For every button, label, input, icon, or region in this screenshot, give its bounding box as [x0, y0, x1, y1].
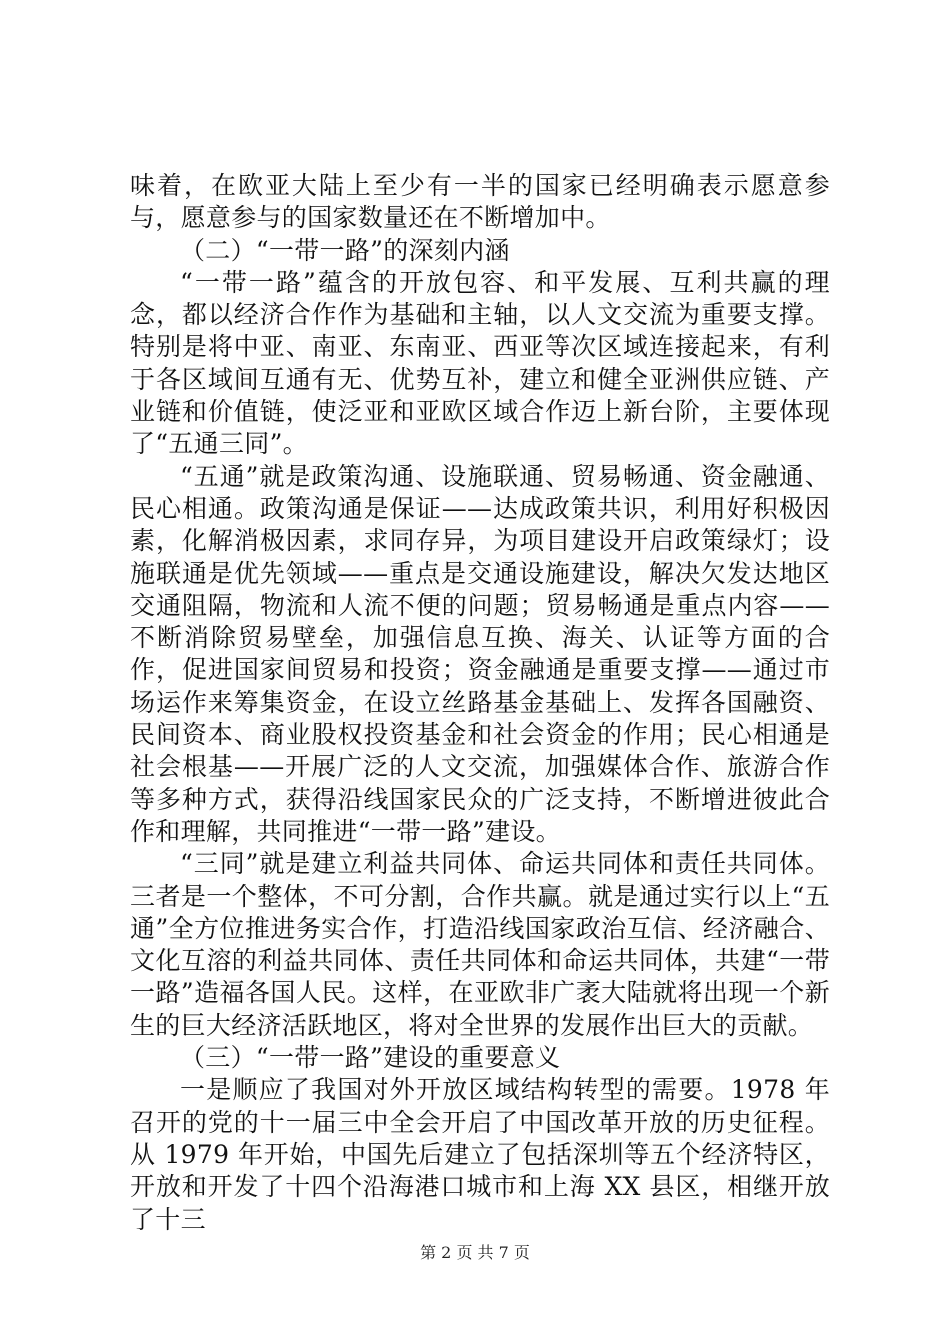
page-footer: 第 2 页 共 7 页 — [420, 1243, 530, 1262]
paragraph-concept: “一带一路”蕴含的开放包容、和平发展、互利共赢的理念，都以经济合作作为基础和主轴，以人文交流为重要支撑。特别是将中亚、南亚、东南亚、西亚等次区域连接起来，有利于各区域间互通有无、优势互补，建立和健全亚洲供应链、产业链和价值链，使泛亚和亚欧区域合作迈上新台阶，主要体现了“五通三同”。 — [130, 267, 830, 459]
section-heading-3: （三）“一带一路”建设的重要意义 — [180, 1043, 561, 1073]
paragraph-significance: 一是顺应了我国对外开放区域结构转型的需要。1978 年召开的党的十一届三中全会开启了中国改革开放的历史征程。从 1979 年开始，中国先后建立了包括深圳等五个经济特区，开放和开发了十四个沿海港口城市和上海 XX 县区，相继开放了十三 — [130, 1075, 830, 1234]
paragraph-three-communities: “三同”就是建立利益共同体、命运共同体和责任共同体。三者是一个整体，不可分割，合作共赢。就是通过实行以上“五通”全方位推进务实合作，打造沿线国家政治互信、经济融合、文化互溶的利益共同体、责任共同体和命运共同体，共建“一带一路”造福各国人民。这样，在亚欧非广袤大陆就将出现一个新生的巨大经济活跃地区，将对全世界的发展作出巨大的贡献。 — [130, 849, 830, 1040]
section-heading-2: （二）“一带一路”的深刻内涵 — [180, 235, 510, 265]
paragraph-continuation: 味着，在欧亚大陆上至少有一半的国家已经明确表示愿意参与，愿意参与的国家数量还在不断增加中。 — [130, 171, 830, 233]
paragraph-five-connections: “五通”就是政策沟通、设施联通、贸易畅通、资金融通、民心相通。政策沟通是保证——达成政策共识，利用好积极因素，化解消极因素，求同存异，为项目建设开启政策绿灯；设施联通是优先领域——重点是交通设施建设，解决欠发达地区交通阻隔，物流和人流不便的问题；贸易畅通是重点内容——不断消除贸易壁垒，加强信息互换、海关、认证等方面的合作，促进国家间贸易和投资；资金融通是重要支撑——通过市场运作来筹集资金，在设立丝路基金基础上、发挥各国融资、民间资本、商业股权投资基金和社会资金的作用；民心相通是社会根基——开展广泛的人文交流，加强媒体合作、旅游合作等多种方式，获得沿线国家民众的广泛支持，不断增进彼此合作和理解，共同推进“一带一路”建设。 — [130, 461, 830, 846]
document-body — [130, 170, 830, 1236]
